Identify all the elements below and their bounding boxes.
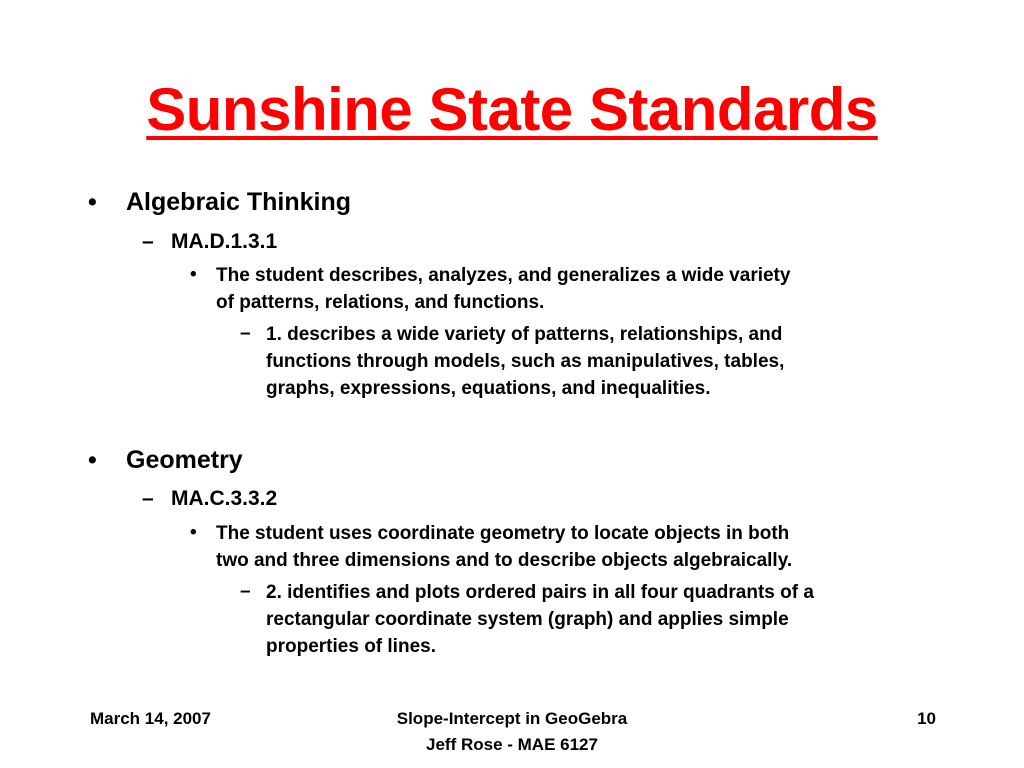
dash-bullet-icon: – <box>142 487 154 510</box>
dash-bullet-icon: – <box>240 581 251 602</box>
standard-description-line: two and three dimensions and to describe objects algebraically. <box>216 550 793 571</box>
standard-description-line: The student describes, analyzes, and generalizes a wide variety <box>216 265 791 286</box>
benchmark-detail-line: rectangular coordinate system (graph) and applies simple <box>266 609 789 630</box>
slide-number: 10 <box>917 709 936 728</box>
bullet-icon: • <box>190 522 197 543</box>
section-heading: Algebraic Thinking <box>126 188 352 216</box>
footer-center <box>312 706 712 758</box>
footer-author: Jeff Rose - MAE 6127 <box>426 735 598 754</box>
bullet-icon: • <box>88 188 97 216</box>
benchmark-detail-line: graphs, expressions, equations, and inequalities. <box>266 378 711 399</box>
standard-description-line: The student uses coordinate geometry to locate objects in both <box>216 523 790 544</box>
benchmark-detail-line: 1. describes a wide variety of patterns, relationships, and <box>266 324 783 345</box>
dash-bullet-icon: – <box>142 230 154 253</box>
bullet-icon: • <box>88 446 97 474</box>
slide-title: Sunshine State Standards <box>146 76 878 143</box>
standard-code: MA.C.3.3.2 <box>171 487 278 510</box>
benchmark-detail-line: properties of lines. <box>266 636 436 657</box>
benchmark-detail-line: 2. identifies and plots ordered pairs in all four quadrants of a <box>266 582 814 603</box>
standard-code: MA.D.1.3.1 <box>171 230 278 253</box>
footer-date: March 14, 2007 <box>90 709 211 728</box>
bullet-icon: • <box>190 264 197 285</box>
section-heading: Geometry <box>126 446 243 474</box>
benchmark-detail-line: functions through models, such as manipulatives, tables, <box>266 351 785 372</box>
dash-bullet-icon: – <box>240 323 251 344</box>
standard-description-line: of patterns, relations, and functions. <box>216 292 545 313</box>
footer-presentation-title: Slope-Intercept in GeoGebra <box>396 709 628 728</box>
